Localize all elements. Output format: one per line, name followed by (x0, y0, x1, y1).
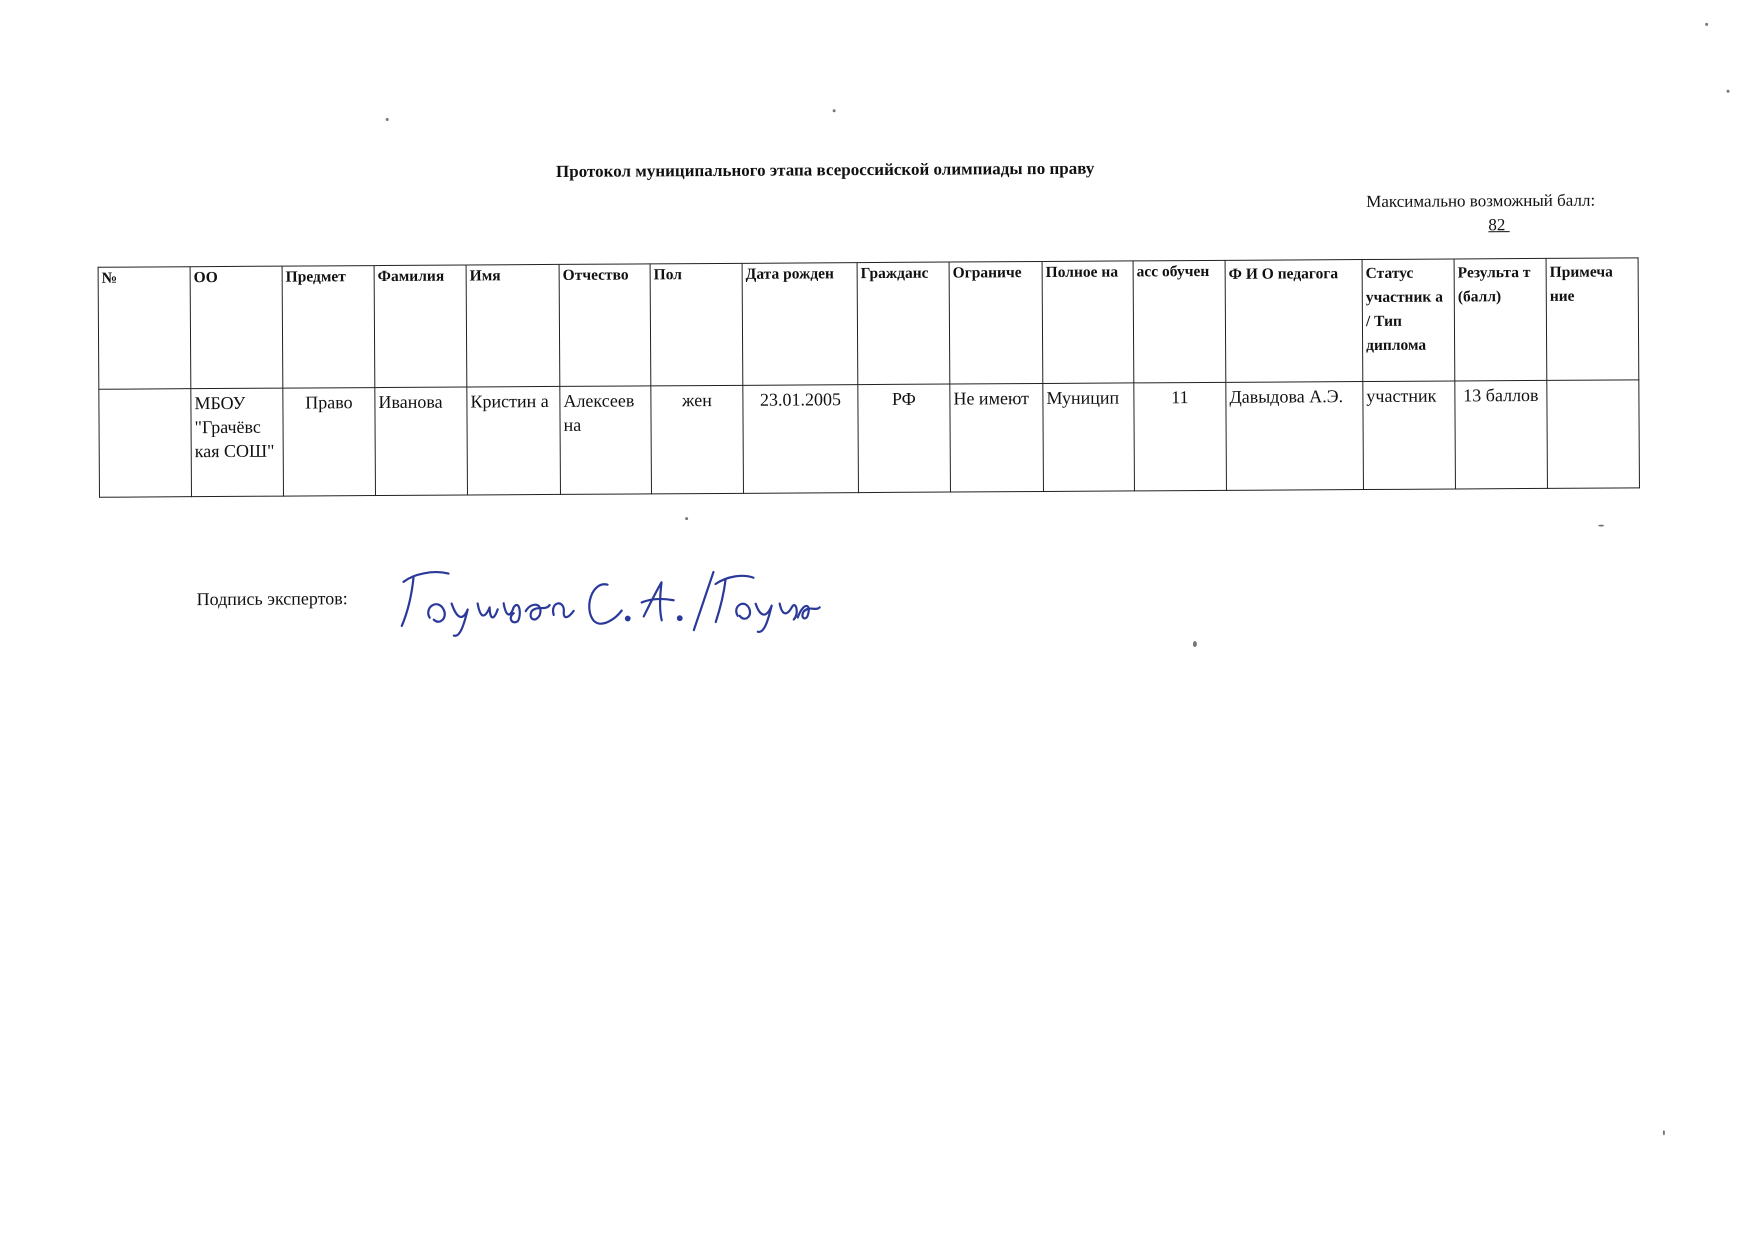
scan-speck (833, 109, 836, 112)
header-number: № (98, 267, 191, 390)
cell-birthdate: 23.01.2005 (743, 385, 859, 494)
cell-teacher: Давыдова А.Э. (1226, 382, 1364, 491)
scan-speck (1705, 23, 1708, 26)
cell-status: участник (1363, 381, 1456, 490)
header-status: Статус участник а / Тип диплома (1362, 259, 1455, 382)
header-full-name: Полное на (1042, 261, 1134, 384)
cell-school: МБОУ "Грачёвс кая СОШ" (191, 388, 284, 497)
cell-number (99, 389, 192, 498)
scan-speck (1598, 525, 1604, 527)
header-school: ОО (190, 266, 283, 389)
cell-citizenship: РФ (858, 384, 951, 493)
header-sex: Пол (650, 263, 743, 386)
cell-patronymic: Алексеев на (560, 386, 652, 495)
cell-surname: Иванова (375, 387, 468, 496)
scan-speck (685, 517, 688, 520)
cell-name: Кристин а (467, 386, 561, 495)
header-birthdate: Дата рожден (742, 263, 858, 386)
header-limitations: Ограниче (949, 261, 1043, 384)
header-subject: Предмет (282, 266, 375, 389)
handwritten-signature (393, 557, 823, 640)
max-score-value: 82 (1488, 215, 1510, 235)
scan-speck (1663, 1130, 1665, 1135)
header-result: Результа т (балл) (1454, 258, 1547, 381)
scan-speck (1727, 90, 1730, 93)
max-score-label: Максимально возможный балл: (1366, 190, 1596, 212)
cell-limitations: Не имеют (950, 383, 1044, 492)
header-surname: Фамилия (374, 265, 467, 388)
cell-note (1547, 380, 1640, 489)
header-citizenship: Гражданс (857, 262, 950, 385)
document-title: Протокол муниципального этапа всероссийской олимпиады по праву (555, 158, 1095, 181)
cell-subject: Право (283, 388, 376, 497)
table-row (99, 380, 1640, 497)
cell-result: 13 баллов (1455, 380, 1548, 489)
header-grade: асс обучен (1133, 260, 1226, 383)
table-header-row (98, 258, 1639, 389)
header-note: Примеча ние (1546, 258, 1639, 381)
scan-speck (386, 118, 389, 121)
cell-sex: жен (651, 385, 744, 494)
header-patronymic: Отчество (559, 264, 651, 387)
cell-grade: 11 (1134, 382, 1227, 491)
header-name: Имя (466, 264, 560, 387)
header-teacher: Ф И О педагога (1225, 260, 1363, 383)
results-table (98, 257, 1640, 497)
scan-speck (1193, 641, 1197, 647)
cell-full-name: Муницип (1043, 383, 1135, 492)
signature-label: Подпись экспертов: (196, 588, 348, 610)
